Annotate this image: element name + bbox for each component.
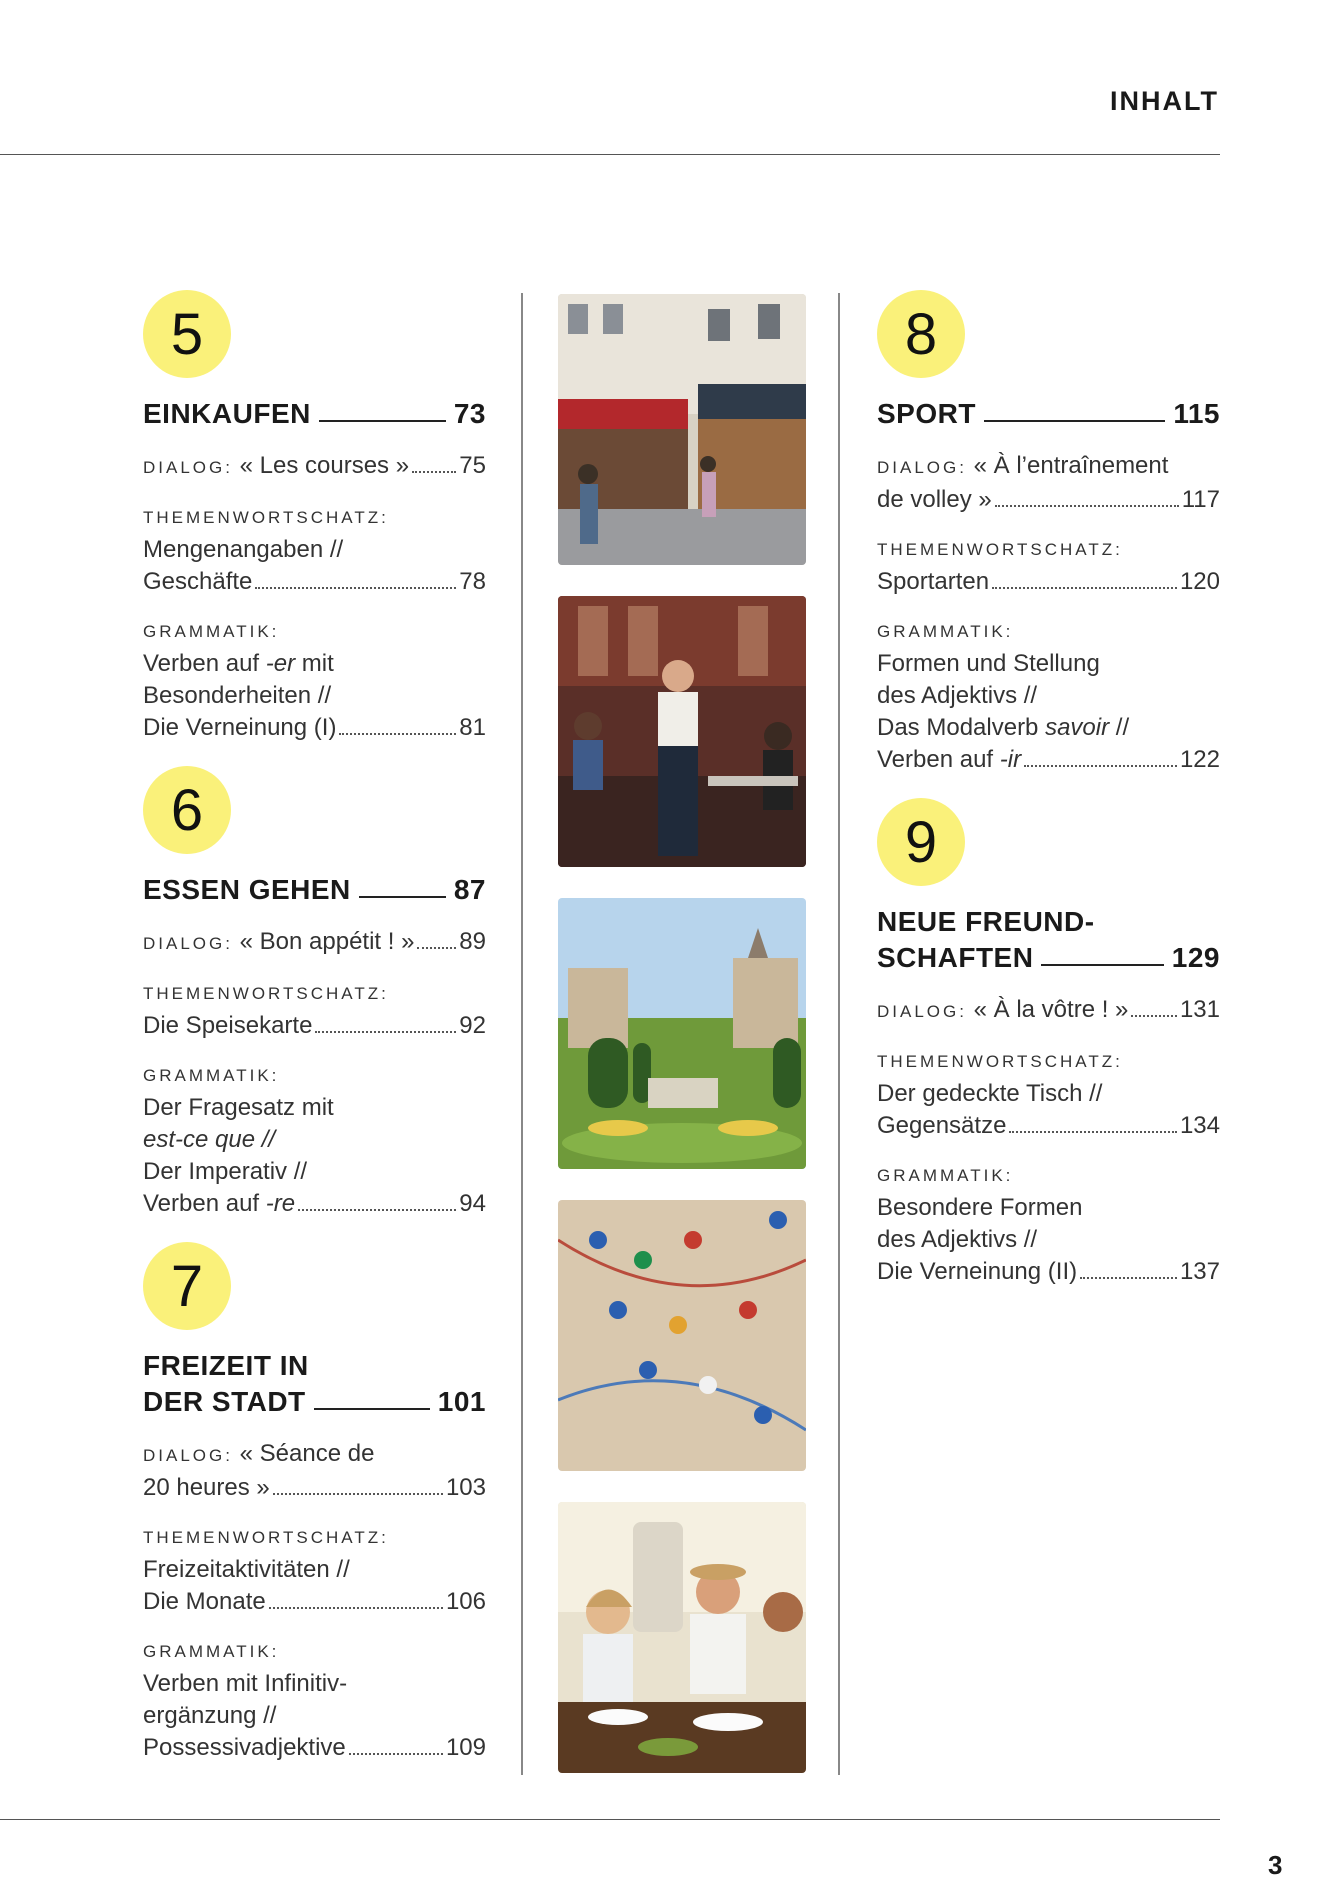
grammatik-entry[interactable] xyxy=(143,1060,486,1220)
entry-text: Verben auf -re xyxy=(143,1190,296,1217)
entry-page: 92 xyxy=(459,1012,486,1039)
chapter-title[interactable] xyxy=(877,940,1220,976)
entry-text: Die Verneinung (II) xyxy=(877,1258,1078,1285)
entry-text: Sportarten xyxy=(877,568,990,595)
photo-restaurant-waiter xyxy=(558,596,806,867)
entry-text: Besondere Formen xyxy=(877,1194,1083,1221)
chapter-9[interactable] xyxy=(877,798,1220,1288)
dot-leader xyxy=(269,1607,443,1609)
chapter-title-text[interactable]: FREIZEIT IN xyxy=(143,1350,309,1381)
title-leader-line xyxy=(984,420,1165,422)
photo-friends-dinner xyxy=(558,1502,806,1773)
entry-label: GRAMMATIK: xyxy=(143,622,280,641)
entry-text: « Séance de xyxy=(239,1440,375,1467)
entry-text: Possessivadjektive xyxy=(143,1734,346,1761)
dot-leader xyxy=(412,471,456,473)
grammatik-entry[interactable] xyxy=(143,1636,486,1764)
entry-text: Formen und Stellung xyxy=(877,650,1100,677)
chapter-title-text[interactable]: NEUE FREUND- xyxy=(877,906,1095,937)
dialog-entry[interactable] xyxy=(143,450,486,484)
dot-leader xyxy=(417,947,456,949)
entry-text: Verben auf -er mit xyxy=(143,650,334,677)
entry-text: Verben mit Infinitiv- xyxy=(143,1670,348,1697)
photo-paris-street xyxy=(558,294,806,565)
entry-page: 122 xyxy=(1179,746,1220,773)
dot-leader xyxy=(995,505,1179,507)
entry-label: DIALOG: xyxy=(877,1002,967,1021)
entry-label: GRAMMATIK: xyxy=(143,1642,280,1661)
dot-leader xyxy=(273,1493,443,1495)
entry-text: Die Verneinung (I) xyxy=(143,714,337,741)
entry-label: THEMENWORTSCHATZ: xyxy=(143,1528,389,1547)
chapter-6[interactable] xyxy=(143,766,486,1220)
photo-cyclists-velodrome xyxy=(558,1200,806,1471)
entry-page: 137 xyxy=(1179,1258,1220,1285)
chapter-title[interactable] xyxy=(143,396,486,432)
entry-page: 94 xyxy=(459,1190,486,1217)
entry-text: Geschäfte xyxy=(143,568,253,595)
entry-label: THEMENWORTSCHATZ: xyxy=(877,540,1123,559)
entry-text: Der gedeckte Tisch // xyxy=(877,1080,1103,1107)
title-leader-line xyxy=(314,1408,430,1410)
themen-entry[interactable] xyxy=(143,1522,486,1618)
dot-leader xyxy=(1009,1131,1177,1133)
dot-leader xyxy=(298,1209,456,1211)
right-column xyxy=(877,290,1220,1306)
dialog-entry[interactable] xyxy=(877,450,1220,516)
entry-label: THEMENWORTSCHATZ: xyxy=(143,984,389,1003)
entry-page: 103 xyxy=(445,1474,486,1501)
entry-text: Gegensätze xyxy=(877,1112,1007,1139)
chapter-title-text: DER STADT xyxy=(143,1386,306,1417)
grammatik-entry[interactable] xyxy=(143,616,486,744)
title-leader-line xyxy=(319,420,446,422)
footer-divider xyxy=(0,1819,1220,1820)
chapter-7[interactable] xyxy=(143,1242,486,1764)
entry-label: DIALOG: xyxy=(143,458,233,477)
entry-label: DIALOG: xyxy=(143,934,233,953)
chapter-number-badge: 8 xyxy=(877,290,965,378)
chapter-page-number: 87 xyxy=(453,874,486,905)
chapter-number-badge: 5 xyxy=(143,290,231,378)
themen-entry[interactable] xyxy=(877,1046,1220,1142)
themen-entry[interactable] xyxy=(143,502,486,598)
entry-text: Besonderheiten // xyxy=(143,682,332,709)
entry-page: 75 xyxy=(459,452,486,479)
entry-text: est-ce que // xyxy=(143,1126,276,1153)
dot-leader xyxy=(992,587,1177,589)
entry-page: 78 xyxy=(459,568,486,595)
dot-leader xyxy=(1024,765,1177,767)
chapter-page-number: 101 xyxy=(437,1386,486,1417)
grammatik-entry[interactable] xyxy=(877,1160,1220,1288)
title-leader-line xyxy=(1041,964,1163,966)
chapter-title-text: SPORT xyxy=(877,398,976,429)
header-divider xyxy=(0,154,1220,155)
column-divider-right xyxy=(838,293,840,1775)
entry-page: 109 xyxy=(445,1734,486,1761)
page-number: 3 xyxy=(1268,1850,1283,1880)
page-header-title: INHALT xyxy=(1110,86,1219,116)
chapter-8[interactable] xyxy=(877,290,1220,776)
dot-leader xyxy=(349,1753,443,1755)
chapter-number-badge: 9 xyxy=(877,798,965,886)
entry-text: Die Monate xyxy=(143,1588,266,1615)
dot-leader xyxy=(315,1031,456,1033)
chapter-title-text: SCHAFTEN xyxy=(877,942,1034,973)
entry-text: Der Fragesatz mit xyxy=(143,1094,334,1121)
entry-page: 117 xyxy=(1181,486,1220,513)
entry-text: 20 heures » xyxy=(143,1474,270,1501)
entry-text: « À la vôtre ! » xyxy=(973,996,1129,1023)
entry-label: DIALOG: xyxy=(143,1446,233,1465)
column-divider-left xyxy=(521,293,523,1775)
chapter-title[interactable] xyxy=(877,396,1220,432)
entry-text: « Les courses » xyxy=(239,452,410,479)
entry-label: GRAMMATIK: xyxy=(877,1166,1014,1185)
chapter-5[interactable] xyxy=(143,290,486,744)
themen-entry[interactable] xyxy=(877,534,1220,598)
entry-text: Das Modalverb savoir // xyxy=(877,714,1130,741)
dialog-entry[interactable] xyxy=(877,994,1220,1028)
entry-text: Freizeitaktivitäten // xyxy=(143,1556,350,1583)
chapter-page-number: 73 xyxy=(453,398,486,429)
entry-text: des Adjektivs // xyxy=(877,1226,1038,1253)
entry-page: 81 xyxy=(459,714,486,741)
entry-label: GRAMMATIK: xyxy=(143,1066,280,1085)
chapter-number-badge: 6 xyxy=(143,766,231,854)
dialog-entry[interactable] xyxy=(143,1438,486,1504)
entry-page: 89 xyxy=(459,928,486,955)
dialog-entry[interactable] xyxy=(143,926,486,960)
entry-page: 120 xyxy=(1179,568,1220,595)
chapter-title[interactable] xyxy=(143,1384,486,1420)
entry-text: de volley » xyxy=(877,486,992,513)
chapter-page-number: 129 xyxy=(1171,942,1220,973)
entry-text: Mengenangaben // xyxy=(143,536,344,563)
photo-park-strasbourg xyxy=(558,898,806,1169)
themen-entry[interactable] xyxy=(143,978,486,1042)
entry-page: 131 xyxy=(1179,996,1220,1023)
entry-page: 106 xyxy=(445,1588,486,1615)
entry-page: 134 xyxy=(1179,1112,1220,1139)
entry-label: DIALOG: xyxy=(877,458,967,477)
chapter-title-text: ESSEN GEHEN xyxy=(143,874,351,905)
entry-text: « À l’entraînement xyxy=(973,452,1169,479)
entry-label: GRAMMATIK: xyxy=(877,622,1014,641)
chapter-number-badge: 7 xyxy=(143,1242,231,1330)
chapter-title-text: EINKAUFEN xyxy=(143,398,311,429)
entry-text: Der Imperativ // xyxy=(143,1158,308,1185)
entry-text: « Bon appétit ! » xyxy=(239,928,415,955)
entry-text: ergänzung // xyxy=(143,1702,277,1729)
entry-text: des Adjektivs // xyxy=(877,682,1038,709)
entry-label: THEMENWORTSCHATZ: xyxy=(143,508,389,527)
dot-leader xyxy=(255,587,456,589)
grammatik-entry[interactable] xyxy=(877,616,1220,776)
dot-leader xyxy=(1131,1015,1177,1017)
title-leader-line xyxy=(359,896,446,898)
chapter-title[interactable] xyxy=(143,872,486,908)
entry-text: Verben auf -ir xyxy=(877,746,1022,773)
dot-leader xyxy=(339,733,456,735)
dot-leader xyxy=(1080,1277,1177,1279)
entry-text: Die Speisekarte xyxy=(143,1012,313,1039)
left-column xyxy=(143,290,486,1782)
entry-label: THEMENWORTSCHATZ: xyxy=(877,1052,1123,1071)
chapter-page-number: 115 xyxy=(1173,398,1220,429)
